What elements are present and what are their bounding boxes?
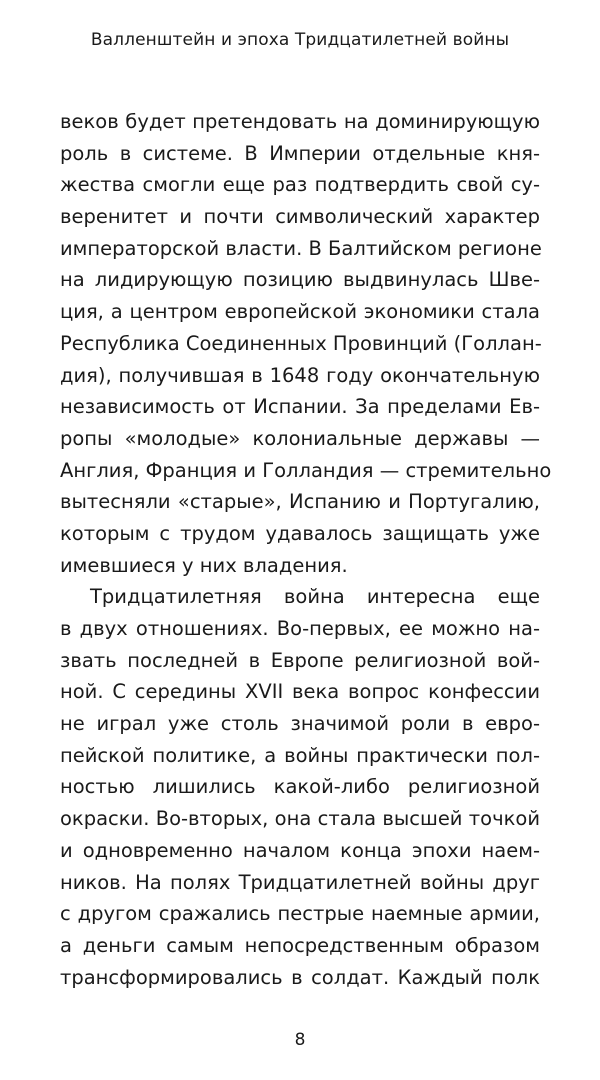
text-line: которым с трудом удавалось защищать уже [60,521,540,545]
text-line: ропы «молодые» колониальные державы — [60,426,540,450]
text-line: роль в системе. В Империи отдельные кня- [60,141,540,165]
text-line: независимость от Испании. За пределами Ев- [60,395,540,419]
text-line: не играл уже столь значимой роли в евро- [60,712,540,736]
text-line: ностью лишились какой-либо религиозной [60,775,540,799]
text-line: ной. С середины XVII века вопрос конфессии [60,680,540,704]
page-number: 8 [294,1030,306,1050]
text-line: императорской власти. В Балтийском регионе [60,236,542,260]
text-line: имевшиеся у них владения. [60,553,348,577]
text-line: звать последней в Европе религиозной вой- [60,648,540,672]
text-line: ция, а центром европейской экономики стала [60,300,540,324]
text-line: веренитет и почти символический характер [60,205,540,229]
text-line: на лидирующую позицию выдвинулась Шве- [60,268,540,292]
text-line: Англия, Франция и Голландия — стремительно [60,458,552,482]
text-line: и одновременно началом конца эпохи наем- [60,838,540,862]
text-line: вытесняли «старые», Испанию и Португалию, [60,490,540,514]
text-line: Республика Соединенных Провинций (Голлан- [60,331,542,355]
text-line: ников. На полях Тридцатилетней войны друг [60,870,540,894]
text-line: окраски. Во-вторых, она стала высшей точкой [60,807,540,831]
body-text [60,106,552,993]
text-line: жества смогли еще раз подтвердить свой су- [60,173,540,197]
text-line: в двух отношениях. Во-первых, ее можно на- [60,617,540,640]
text-line: дия), получившая в 1648 году окончательную [60,363,540,387]
text-line: пейской политике, а войны практически пол- [60,743,540,767]
text-line: с другом сражались пестрые наемные армии, [60,902,540,926]
running-head: Валленштейн и эпоха Тридцатилетней войны [90,30,510,50]
text-line: трансформировались в солдат. Каждый полк [60,965,540,989]
text-line: веков будет претендовать на доминирующую [60,110,540,133]
text-line: Тридцатилетняя война интересна еще [90,585,540,609]
text-line: а деньги самым непосредственным образом [60,933,540,957]
